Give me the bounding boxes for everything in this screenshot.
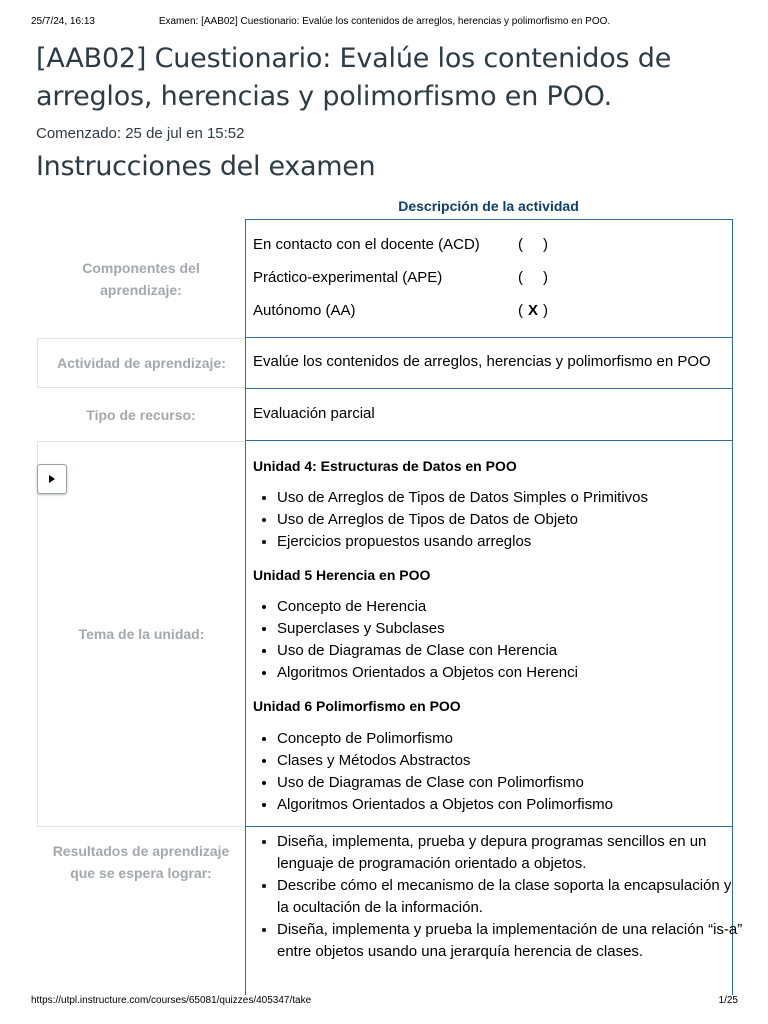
play-icon xyxy=(48,475,56,483)
print-footer xyxy=(31,995,738,1009)
mark-open: ( xyxy=(518,269,523,286)
list-item: • Clases y Métodos Abstractos xyxy=(277,750,613,772)
unit-6-topics xyxy=(253,728,613,816)
mark-open: ( xyxy=(518,236,523,253)
component-acd-mark xyxy=(518,235,548,255)
activity-label: Actividad de aprendizaje: xyxy=(37,338,245,388)
unit-5-heading: Unidad 5 Herencia en POO xyxy=(253,567,431,583)
instructions-heading: Instrucciones del examen xyxy=(36,151,376,182)
quiz-start-time: Comenzado: 25 de jul en 15:52 xyxy=(36,125,245,142)
print-datetime: 25/7/24, 16:13 xyxy=(31,16,95,27)
unit-6-heading: Unidad 6 Polimorfismo en POO xyxy=(253,698,461,714)
component-ape-mark xyxy=(518,268,548,288)
component-aa-mark xyxy=(518,301,548,321)
list-item: • Diseña, implementa y prueba la implementación de una relación “is-a” entre objetos usando una jerarquía herencia de clases. xyxy=(277,919,747,963)
mark-close: ) xyxy=(543,269,548,286)
components-label: Componentes del aprendizaje: xyxy=(82,260,200,298)
quiz-title: [AAB02] Cuestionario: Evalúe los contenidos de arreglos, herencias y polimorfismo en POO. xyxy=(36,43,672,112)
list-item: • Uso de Arreglos de Tipos de Datos de Objeto xyxy=(277,509,648,531)
learning-outcomes-cell xyxy=(245,827,743,995)
list-item: • Algoritmos Orientados a Objetos con Polimorfismo xyxy=(277,794,613,816)
mark-value: X xyxy=(527,302,538,319)
components-cell xyxy=(245,219,733,338)
page-number: 1/25 xyxy=(718,995,738,1006)
list-item: • Uso de Arreglos de Tipos de Datos Simples o Primitivos xyxy=(277,487,648,509)
mark-close: ) xyxy=(543,236,548,253)
activity-description-caption: Descripción de la actividad xyxy=(398,198,579,214)
unit-5-topics xyxy=(253,596,578,684)
activity-cell xyxy=(245,338,733,389)
component-acd: En contacto con el docente (ACD) xyxy=(253,236,480,253)
component-ape: Práctico-experimental (APE) xyxy=(253,269,443,286)
learning-outcomes-list xyxy=(253,831,747,963)
mark-close: ) xyxy=(543,302,548,319)
mark-open: ( xyxy=(518,302,523,319)
list-item: • Uso de Diagramas de Clase con Polimorfismo xyxy=(277,772,613,794)
media-play-button[interactable] xyxy=(37,464,67,494)
component-aa: Autónomo (AA) xyxy=(253,302,356,319)
list-item: • Superclases y Subclases xyxy=(277,618,578,640)
learning-outcomes-label: Resultados de aprendizaje que se espera lograr: xyxy=(52,843,230,881)
print-header xyxy=(31,16,738,30)
list-item: • Ejercicios propuestos usando arreglos xyxy=(277,531,648,553)
list-item: • Describe cómo el mecanismo de la clase soporta la encapsulación y la ocultación de la información. xyxy=(277,875,747,919)
unit-topic-label: Tema de la unidad: xyxy=(37,441,245,827)
print-url: https://utpl.instructure.com/courses/65081/quizzes/405347/take xyxy=(31,995,312,1006)
resource-type-label: Tipo de recurso: xyxy=(86,406,196,423)
resource-type-value: Evaluación parcial xyxy=(253,405,375,422)
unit-4-heading: Unidad 4: Estructuras de Datos en POO xyxy=(253,458,517,474)
list-item: • Concepto de Polimorfismo xyxy=(277,728,613,750)
unit-4-topics xyxy=(253,487,648,553)
list-item: • Algoritmos Orientados a Objetos con Herenci xyxy=(277,662,578,684)
resource-type-cell xyxy=(245,389,733,441)
list-item: • Concepto de Herencia xyxy=(277,596,578,618)
list-item: • Uso de Diagramas de Clase con Herencia xyxy=(277,640,578,662)
activity-value: Evalúe los contenidos de arreglos, herencias y polimorfismo en POO xyxy=(253,353,711,370)
list-item: • Diseña, implementa, prueba y depura programas sencillos en un lenguaje de programación orientado a objetos. xyxy=(277,831,747,875)
print-page-title: Examen: [AAB02] Cuestionario: Evalúe los contenidos de arreglos, herencias y polimorfismo en POO. xyxy=(158,16,611,27)
unit-topic-cell xyxy=(245,441,733,827)
